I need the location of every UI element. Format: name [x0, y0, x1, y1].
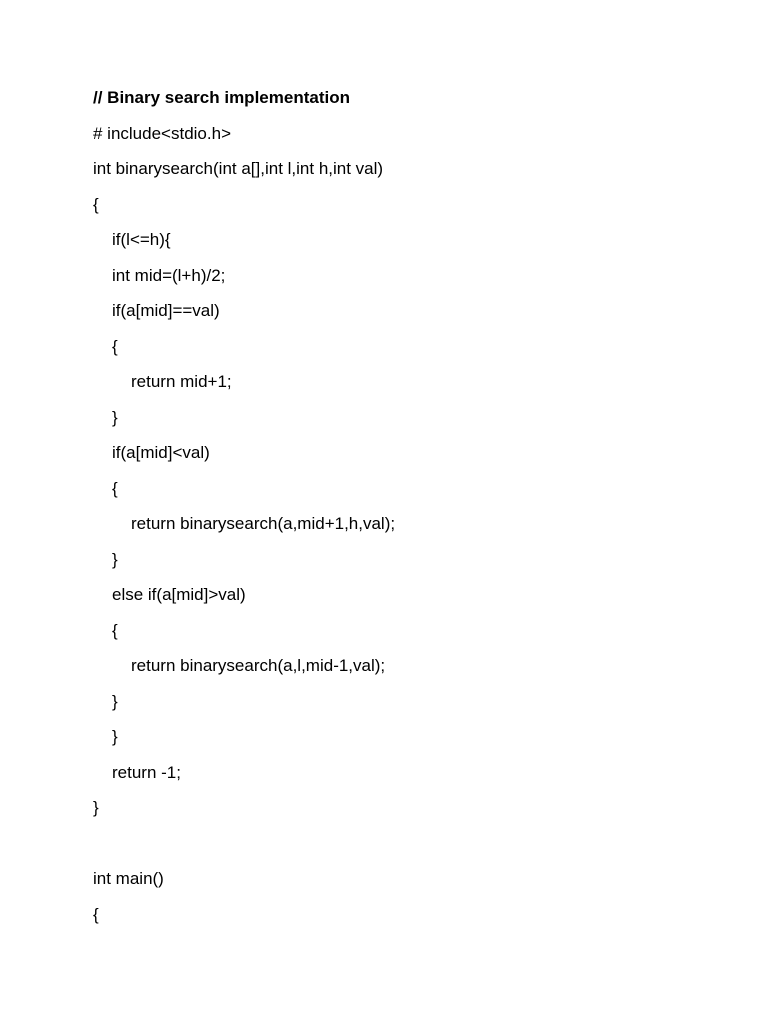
- code-line: return binarysearch(a,l,mid-1,val);: [131, 656, 386, 675]
- code-line: {: [112, 620, 118, 640]
- code-line: if(l<=h){: [112, 230, 171, 249]
- code-line: return mid+1;: [131, 372, 232, 391]
- blank-line: [93, 826, 768, 862]
- code-line: else if(a[mid]>val): [112, 585, 246, 604]
- code-comment-title: // Binary search implementation: [93, 88, 350, 107]
- code-line: if(a[mid]<val): [112, 443, 210, 462]
- code-line-function-signature: int binarysearch(int a[],int l,int h,int val): [93, 159, 384, 178]
- code-line: int mid=(l+h)/2;: [112, 265, 226, 285]
- code-line-include: # include<stdio.h>: [93, 123, 231, 143]
- code-line: }: [112, 407, 118, 427]
- code-line: {: [93, 904, 99, 924]
- code-line: }: [93, 798, 99, 817]
- code-line: }: [112, 691, 118, 711]
- code-line: return binarysearch(a,mid+1,h,val);: [131, 514, 396, 533]
- code-line: }: [112, 727, 118, 746]
- code-line: {: [93, 194, 99, 214]
- code-line: {: [112, 478, 118, 498]
- code-line: {: [112, 336, 118, 356]
- code-line: if(a[mid]==val): [112, 301, 220, 320]
- code-line: }: [112, 549, 118, 569]
- code-line: return -1;: [112, 762, 181, 782]
- code-line-main-signature: int main(): [93, 869, 164, 888]
